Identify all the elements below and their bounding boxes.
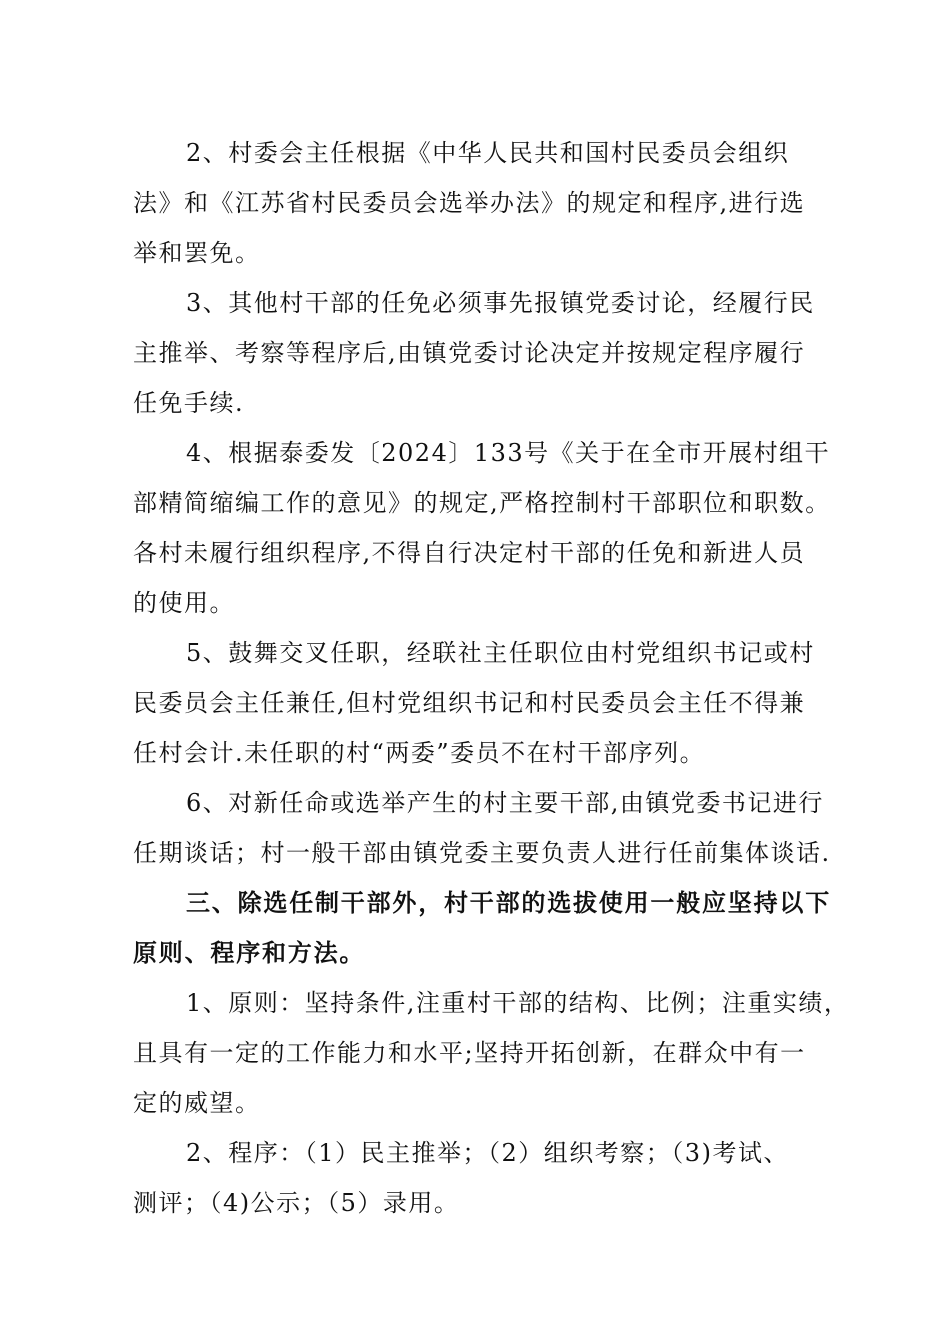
text-line: 5、鼓舞交叉任职，经联社主任职位由村党组织书记或村 bbox=[186, 639, 815, 667]
text-line: 的使用。 bbox=[133, 589, 235, 617]
text-line: 2、程序：（1）民主推举；（2）组织考察；（3)考试、 bbox=[186, 1139, 789, 1167]
text-line: 1、原则：坚持条件,注重村干部的结构、比例；注重实绩， bbox=[186, 989, 850, 1017]
text-line: 各村未履行组织程序,不得自行决定村干部的任免和新进人员 bbox=[133, 539, 806, 567]
section-heading-line: 三、除选任制干部外，村干部的选拔使用一般应坚持以下 bbox=[186, 888, 831, 917]
text-line: 任免手续. bbox=[133, 389, 245, 417]
text-line: 任期谈话；村一般干部由镇党委主要负责人进行任前集体谈话. bbox=[133, 839, 831, 867]
text-line: 6、对新任命或选举产生的村主要干部,由镇党委书记进行 bbox=[186, 789, 824, 817]
text-line: 且具有一定的工作能力和水平;坚持开拓创新，在群众中有一 bbox=[133, 1039, 806, 1067]
text-line: 4、根据泰委发〔2024〕133号《关于在全市开展村组干 bbox=[186, 439, 831, 467]
text-line: 部精简缩编工作的意见》的规定,严格控制村干部职位和职数。 bbox=[133, 489, 831, 517]
text-line: 主推举、考察等程序后,由镇党委讨论决定并按规定程序履行 bbox=[133, 339, 806, 367]
text-line: 测评；（4)公示；（5）录用。 bbox=[133, 1189, 460, 1217]
text-line: 定的威望。 bbox=[133, 1089, 261, 1117]
text-line: 举和罢免。 bbox=[133, 239, 261, 267]
section-heading-line: 原则、程序和方法。 bbox=[133, 938, 366, 967]
text-line: 2、村委会主任根据《中华人民共和国村民委员会组织 bbox=[186, 139, 790, 167]
text-line: 3、其他村干部的任免必须事先报镇党委讨论，经履行民 bbox=[186, 289, 815, 317]
text-line: 任村会计.未任职的村“两委”委员不在村干部序列。 bbox=[133, 739, 706, 767]
text-line: 法》和《江苏省村民委员会选举办法》的规定和程序,进行选 bbox=[133, 189, 806, 217]
text-line: 民委员会主任兼任,但村党组织书记和村民委员会主任不得兼 bbox=[133, 689, 806, 717]
